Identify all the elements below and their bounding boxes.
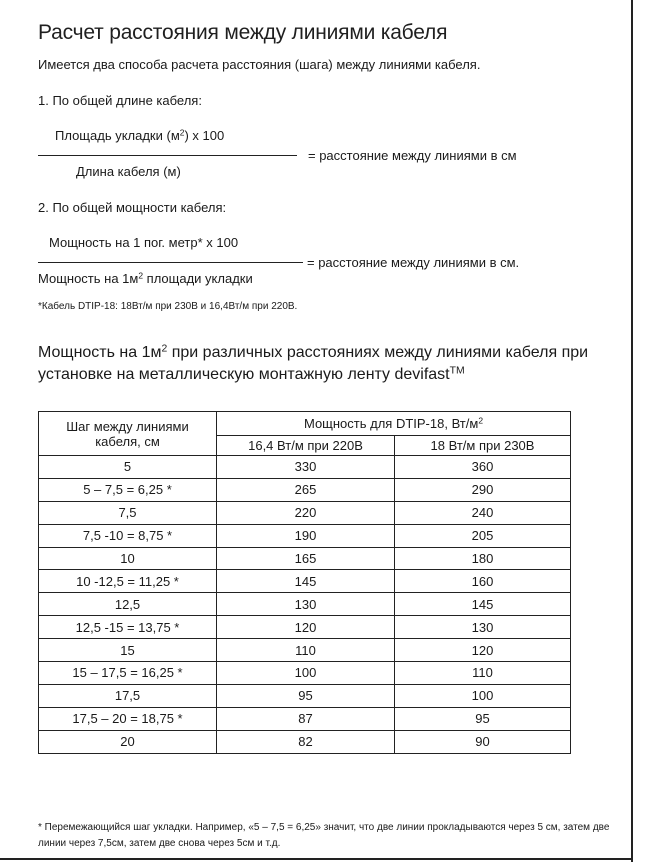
method1-numerator: Площадь укладки $(м^2)$ х 100	[55, 127, 225, 143]
method2-numerator: Мощность на 1 пог. метр* х 100	[49, 235, 239, 250]
power-230-cell: 240	[395, 501, 571, 524]
step-cell: 17,5	[39, 684, 217, 707]
power-230-cell: 130	[395, 616, 571, 639]
step-cell: 10	[39, 547, 217, 570]
table-row	[39, 707, 571, 730]
step-cell: 20	[39, 730, 217, 753]
table-row	[39, 547, 571, 570]
table-row	[39, 684, 571, 707]
method1-fraction-line	[38, 155, 297, 156]
table-row	[39, 501, 571, 524]
power-220-cell: 87	[217, 707, 395, 730]
step-column-header: Шаг между линиями кабеля, см	[39, 412, 217, 456]
table-title-line1: Мощность на $1м^2$ при различных расстояниях между линиями кабеля при	[38, 343, 589, 361]
power-220-cell: 165	[217, 547, 395, 570]
power-230-cell: 290	[395, 478, 571, 501]
table-row	[39, 616, 571, 639]
power-220-cell: 220	[217, 501, 395, 524]
step-cell: 12,5 -15 = 13,75 *	[39, 616, 217, 639]
method1-result: = расстояние между линиями в см	[308, 148, 517, 163]
cable-note: *Кабель DTIP-18: 18Вт/м при 230В и 16,4Вт/м при 220В.	[38, 301, 298, 312]
page-border-right	[631, 0, 633, 862]
power-group-header: Мощность для DTIP-18, $Вт/м^2$	[217, 412, 571, 436]
power-230-cell: 110	[395, 662, 571, 685]
table-title-line2: установке на металлическую монтажную ленту devifast™	[38, 365, 465, 383]
step-cell: 17,5 – 20 = 18,75 *	[39, 707, 217, 730]
power-220-cell: 130	[217, 593, 395, 616]
power-220-cell: 330	[217, 456, 395, 479]
power-230-cell: 120	[395, 639, 571, 662]
step-cell: 5	[39, 456, 217, 479]
method1-denominator: Длина кабеля (м)	[76, 164, 181, 179]
power-230-cell: 90	[395, 730, 571, 753]
step-cell: 7,5	[39, 501, 217, 524]
table-row	[39, 639, 571, 662]
step-cell: 12,5	[39, 593, 217, 616]
method2-denominator: Мощность на $1м^2$ площади укладки	[38, 270, 253, 286]
step-cell: 5 – 7,5 = 6,25 *	[39, 478, 217, 501]
method1-heading: 1. По общей длине кабеля:	[38, 93, 202, 108]
power-220-cell: 82	[217, 730, 395, 753]
step-cell: 15	[39, 639, 217, 662]
power-230-cell: 145	[395, 593, 571, 616]
step-cell: 15 – 17,5 = 16,25 *	[39, 662, 217, 685]
footnote-line2: линии через 7,5см, затем две снова через 5см и т.д.	[38, 838, 281, 849]
power-230-header: 18 Вт/м при 230В	[395, 436, 571, 456]
power-220-cell: 265	[217, 478, 395, 501]
table-row	[39, 570, 571, 593]
footnote-line1: * Перемежающийся шаг укладки. Например, «5 – 7,5 = 6,25» значит, что две линии прокладываются через 5 см, затем две	[38, 822, 610, 833]
step-cell: 7,5 -10 = 8,75 *	[39, 524, 217, 547]
table-row	[39, 524, 571, 547]
table-row	[39, 478, 571, 501]
table-row	[39, 730, 571, 753]
power-230-cell: 95	[395, 707, 571, 730]
power-220-cell: 110	[217, 639, 395, 662]
intro-text: Имеется два способа расчета расстояния (шага) между линиями кабеля.	[38, 57, 481, 72]
power-230-cell: 360	[395, 456, 571, 479]
table-row	[39, 456, 571, 479]
power-230-cell: 205	[395, 524, 571, 547]
power-230-cell: 160	[395, 570, 571, 593]
table-row	[39, 593, 571, 616]
table-row	[39, 662, 571, 685]
power-220-cell: 100	[217, 662, 395, 685]
step-cell: 10 -12,5 = 11,25 *	[39, 570, 217, 593]
power-220-cell: 145	[217, 570, 395, 593]
method2-fraction-line	[38, 262, 303, 263]
power-220-header: 16,4 Вт/м при 220В	[217, 436, 395, 456]
power-220-cell: 95	[217, 684, 395, 707]
page-border-bottom	[0, 858, 633, 860]
power-230-cell: 100	[395, 684, 571, 707]
page-title: Расчет расстояния между линиями кабеля	[38, 21, 448, 44]
power-230-cell: 180	[395, 547, 571, 570]
method2-heading: 2. По общей мощности кабеля:	[38, 200, 227, 215]
power-220-cell: 190	[217, 524, 395, 547]
power-table	[38, 411, 571, 754]
method2-result: = расстояние между линиями в см.	[307, 255, 520, 270]
power-220-cell: 120	[217, 616, 395, 639]
